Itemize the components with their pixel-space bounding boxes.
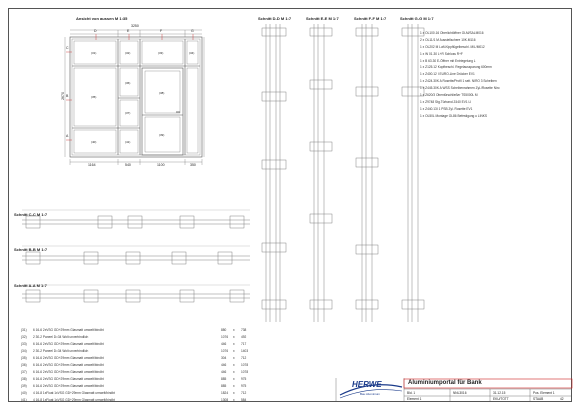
position-row: (39) 6 16-6 2xVSG GD+29mm Glasmatt umwelt/bindbt 885 x 975 [21,384,247,388]
position-row: (41) 4 16-8 1xFloat 1xVSG GD+29mm Glasmatt umwelt/bindbt 1308 x 584 [21,398,247,402]
position-row: (34) 2 30-2 Paneel D=34 Wolt unverbindlich 1076 x 1403 [21,349,249,353]
position-row: (32) 2 30-2 Paneel D=34 Wolt unverbindlich 1076 x 492 [21,335,247,339]
position-row: (38) 6 16-6 2xVSG GD+29mm Glasmatt umwelt/bindbt 885 x 975 [21,377,247,381]
panel-label: (41) [125,140,131,144]
section-dd-title: Schnitt D-D M 1:7 [258,16,292,21]
panel-label: (36) [125,81,131,85]
position-row: (40) 4 16-8 1xFloat 1xVSG GD+29mm Glasmatt umwelt/bindbt 1824 x 712 [21,391,247,395]
position-row: (37) 6 16-6 2xVSG GD+29mm Glasmatt umwelt/bindbt 446 x 1078 [21,370,249,374]
company-logo: HERWE [352,380,382,389]
section-ff-title: Schnitt F-F M 1:7 [354,16,387,21]
spec-line: 1 x B 63.30 E-Öffner mit Entriegelung L [420,58,476,63]
elevation-height-dimension: 2670 [60,92,65,100]
spec-line: 1 x Z9748 Stg.Türband Z440 EV1 LI [420,99,472,104]
position-row: (35) 6 16-6 2xVSG GD+29mm Glasmatt umwelt/bindbt 304 x 712 [21,356,247,360]
spec-line: 1 x Z400.12 I EURO-Line Drücker EV1 [420,72,475,77]
section-cc-title: Schnitt C-C M 1:7 [14,212,48,217]
spec-line: 1 x Z424.30K A Rosette/Profil 1 seit. NIRO 3 Scheiben [420,79,497,84]
panel-label: (38) [159,91,165,95]
section-aa-title: Schnitt A-A M 1:7 [14,283,47,288]
panel-label: (35) [91,95,97,99]
marker-g: G [191,29,194,33]
bottom-dimension: 540 [125,163,131,167]
title-block-cell: STAAB [533,397,544,401]
title-block-cell: Element 1 [407,397,422,401]
marker-c: C [66,46,69,50]
bottom-dimension: 1100 [157,163,165,167]
section-gg-title: Schnitt G-G M 1:7 [400,16,434,21]
position-row: (36) 6 16-6 2xVSG GD+29mm Glasmatt umwelt/bindbt 446 x 1078 [21,363,249,367]
spec-line: 1 x OL202 M Luft-Kippflügelbeschl. M/L/M012 [420,44,485,49]
elevation-top-dimension: 3250 [131,24,139,28]
panel-label: (32) [125,51,131,55]
title-block-cell: Pos. Element 1 [533,391,555,395]
section-ee-title: Schnitt E-E M 1:7 [306,16,339,21]
title-block-cell: 31.12.15 [493,391,506,395]
marker-f: F [160,29,163,33]
marker-d: D [94,29,97,33]
bottom-dimension: 1164 [88,163,96,167]
marker-e: E [127,29,130,33]
fittings-spec-list [420,30,500,120]
title-block-cell: NNL3016 [453,391,467,395]
title-block-cell: 42 [560,397,564,401]
bottom-dimension: 350 [190,163,196,167]
glazing-position-list [21,327,281,404]
spec-line: 1 x Z445.30K A WSS Scheibenrahmen ZyL/Rosette Niro [420,86,500,91]
panel-label: (33) [158,51,164,55]
position-row: (31) 6 16-6 2xVSG GD+29mm Glasmatt umwelt/bindbt 880 x 738 [21,328,247,332]
marker-a: A [66,134,69,138]
drawing-title: Aluminiumportal für Bank [408,380,482,386]
marker-b: B [66,94,69,98]
spec-line: 1 x Z620/3 Obentürschließer TS5000L M [420,93,478,98]
title-block-cell: EKU/TOTT [493,397,509,401]
spec-line: 1 x W 01.30 L+R Schloss R+F [420,51,463,56]
spec-line: 1 x Z440.13I 1 PSB Zyl. Rosette EV1 [420,106,473,111]
panel-label: (34) [189,51,195,55]
panel-label: (40) [91,140,97,144]
panel-label: (31) [91,51,97,55]
panel-label: (37) [125,111,131,115]
spec-line: 1 x OL100.16 Oberlichtöffner OLM/SALM016 [420,31,484,35]
company-logo-subtitle: Bau Aluminium [360,392,381,396]
spec-line: 1 x Z125.12 Kopfbeschl. Regelaussparung 600mm [420,65,492,70]
section-bb-title: Schnitt B-B M 1:7 [14,247,48,252]
elevation-title: Ansicht von aussen M 1:35 [76,16,128,21]
title-block-cell: Bld. 1 [407,391,416,395]
spec-line: 2 x OL11/1 M Ausstellschere 10K.M116 [420,37,476,42]
panel-label: (39) [159,133,165,137]
position-row: (33) 6 16-6 2xVSG GD+29mm Glasmatt umwelt/bindbt 446 x 717 [21,342,247,346]
spec-line: 1 x OL50L Montage OL86 Befestigung u LINKS [420,113,488,118]
